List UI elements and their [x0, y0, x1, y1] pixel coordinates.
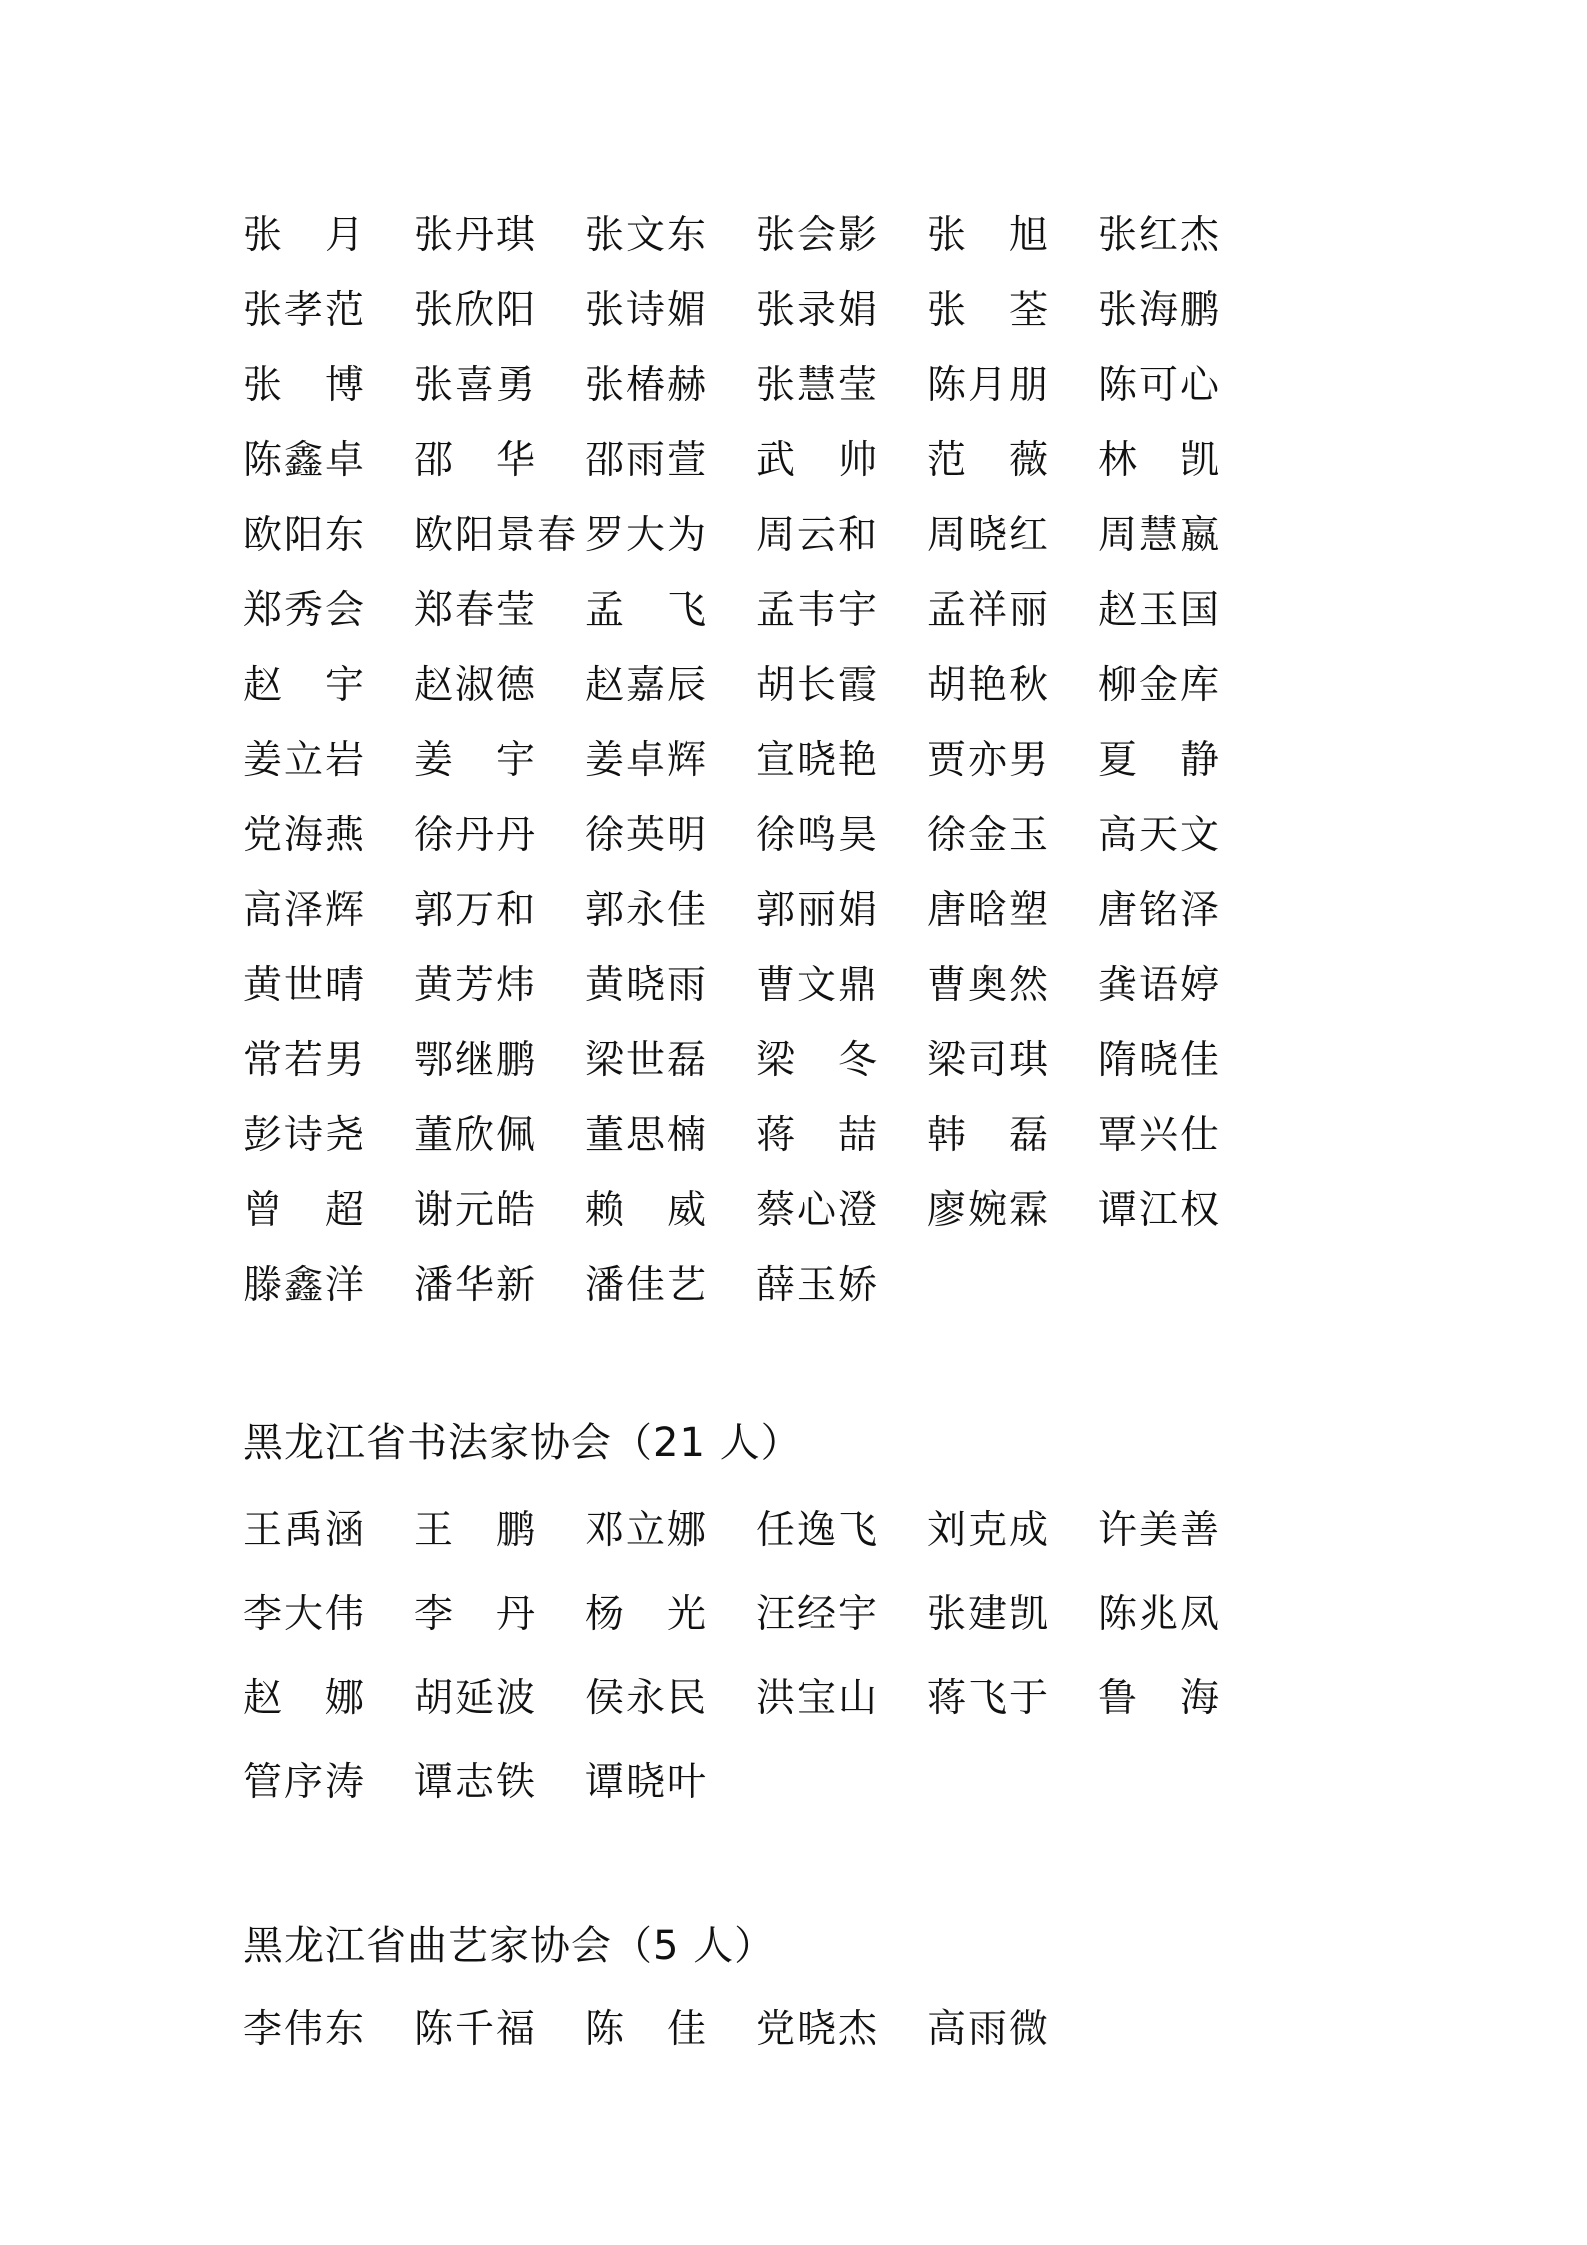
name-list-calligraphers-association: [243, 1488, 1293, 1824]
member-name: 张建凯: [927, 1591, 1051, 1637]
member-name: 管序涛: [243, 1759, 367, 1805]
member-name: 潘华新: [414, 1263, 538, 1308]
member-name: 孟韦宇: [756, 588, 880, 633]
name-row: [243, 1488, 1293, 1572]
member-name: 陈鑫卓: [243, 438, 367, 483]
member-name: 曾 超: [243, 1188, 367, 1233]
member-name: 蒋 喆: [756, 1113, 880, 1158]
member-name: 范 薇: [927, 438, 1051, 483]
member-name: 徐英明: [585, 813, 709, 858]
name-row: [243, 948, 1293, 1023]
member-name: 汪经宇: [756, 1591, 880, 1637]
member-name: 夏 静: [1098, 738, 1222, 783]
member-name: 鄂继鹏: [414, 1038, 538, 1083]
member-name: 姜卓辉: [585, 738, 709, 783]
member-name: 蒋飞于: [927, 1675, 1051, 1721]
member-name: 张录娟: [756, 288, 880, 333]
member-name: 高天文: [1098, 813, 1222, 858]
name-row: [243, 348, 1293, 423]
name-row: [243, 1572, 1293, 1656]
member-name: 梁世磊: [585, 1038, 709, 1083]
member-name: 谭志铁: [414, 1759, 538, 1805]
member-name: 董欣佩: [414, 1113, 538, 1158]
name-row: [243, 1740, 1293, 1824]
member-name: 潘佳艺: [585, 1263, 709, 1308]
member-name: 姜 宇: [414, 738, 538, 783]
member-name: 鲁 海: [1098, 1675, 1222, 1721]
member-name: 徐金玉: [927, 813, 1051, 858]
member-name: 谢元皓: [414, 1188, 538, 1233]
member-name: 隋晓佳: [1098, 1038, 1222, 1083]
section-title-calligraphers-association: 黑龙江省书法家协会（21 人）: [243, 1420, 802, 1466]
member-name: 李伟东: [243, 2007, 367, 2052]
member-name: 唐铭泽: [1098, 888, 1222, 933]
member-name: 欧阳景春: [414, 513, 579, 558]
member-name: 赖 威: [585, 1188, 709, 1233]
member-name: 梁 冬: [756, 1038, 880, 1083]
member-name: 徐丹丹: [414, 813, 538, 858]
member-name: 张红杰: [1098, 213, 1222, 258]
member-name: 周慧嬴: [1098, 513, 1222, 558]
member-name: 郭丽娟: [756, 888, 880, 933]
member-name: 滕鑫洋: [243, 1263, 367, 1308]
member-name: 党晓杰: [756, 2007, 880, 2052]
member-name: 李大伟: [243, 1591, 367, 1637]
member-name: 陈月朋: [927, 363, 1051, 408]
member-name: 高雨微: [927, 2007, 1051, 2052]
member-name: 胡延波: [414, 1675, 538, 1721]
member-name: 刘克成: [927, 1507, 1051, 1553]
member-name: 李 丹: [414, 1591, 538, 1637]
member-name: 王禹涵: [243, 1507, 367, 1553]
member-name: 唐晗塑: [927, 888, 1051, 933]
member-name: 胡长霞: [756, 663, 880, 708]
section-title-quyi-association: 黑龙江省曲艺家协会（5 人）: [243, 1923, 776, 1969]
member-name: 谭晓叶: [585, 1759, 709, 1805]
member-name: 曹奥然: [927, 963, 1051, 1008]
member-name: 谭江权: [1098, 1188, 1222, 1233]
member-name: 柳金库: [1098, 663, 1222, 708]
member-name: 赵嘉辰: [585, 663, 709, 708]
member-name: 邵雨萱: [585, 438, 709, 483]
member-name: 陈兆凤: [1098, 1591, 1222, 1637]
member-name: 张椿赫: [585, 363, 709, 408]
member-name: 陈可心: [1098, 363, 1222, 408]
member-name: 郑秀会: [243, 588, 367, 633]
member-name: 姜立岩: [243, 738, 367, 783]
member-name: 覃兴仕: [1098, 1113, 1222, 1158]
member-name: 张慧莹: [756, 363, 880, 408]
member-name: 杨 光: [585, 1591, 709, 1637]
member-name: 张丹琪: [414, 213, 538, 258]
member-name: 侯永民: [585, 1675, 709, 1721]
member-name: 郑春莹: [414, 588, 538, 633]
member-name: 党海燕: [243, 813, 367, 858]
member-name: 王 鹏: [414, 1507, 538, 1553]
name-list-quyi-association: [243, 1992, 1293, 2067]
member-name: 常若男: [243, 1038, 367, 1083]
member-name: 任逸飞: [756, 1507, 880, 1553]
name-row: [243, 723, 1293, 798]
name-row: [243, 273, 1293, 348]
member-name: 孟 飞: [585, 588, 709, 633]
member-name: 黄芳炜: [414, 963, 538, 1008]
member-name: 陈 佳: [585, 2007, 709, 2052]
member-name: 张欣阳: [414, 288, 538, 333]
member-name: 张文东: [585, 213, 709, 258]
member-name: 欧阳东: [243, 513, 367, 558]
member-name: 张喜勇: [414, 363, 538, 408]
member-name: 赵淑德: [414, 663, 538, 708]
member-name: 洪宝山: [756, 1675, 880, 1721]
member-name: 张孝范: [243, 288, 367, 333]
member-name: 张 博: [243, 363, 367, 408]
member-name: 张 荃: [927, 288, 1051, 333]
name-row: [243, 1248, 1293, 1323]
member-name: 邵 华: [414, 438, 538, 483]
member-name: 孟祥丽: [927, 588, 1051, 633]
member-name: 陈千福: [414, 2007, 538, 2052]
member-name: 张 旭: [927, 213, 1051, 258]
name-row: [243, 1173, 1293, 1248]
member-name: 薛玉娇: [756, 1263, 880, 1308]
name-row: [243, 648, 1293, 723]
member-name: 龚语婷: [1098, 963, 1222, 1008]
name-row: [243, 1023, 1293, 1098]
member-name: 蔡心澄: [756, 1188, 880, 1233]
member-name: 周云和: [756, 513, 880, 558]
member-name: 贾亦男: [927, 738, 1051, 783]
member-name: 黄晓雨: [585, 963, 709, 1008]
name-row: [243, 798, 1293, 873]
member-name: 赵 宇: [243, 663, 367, 708]
name-row: [243, 873, 1293, 948]
member-name: 曹文鼎: [756, 963, 880, 1008]
member-name: 许美善: [1098, 1507, 1222, 1553]
member-name: 张 月: [243, 213, 367, 258]
member-name: 董思楠: [585, 1113, 709, 1158]
member-name: 张会影: [756, 213, 880, 258]
member-name: 宣晓艳: [756, 738, 880, 783]
member-name: 廖婉霖: [927, 1188, 1051, 1233]
name-row: [243, 1656, 1293, 1740]
member-name: 周晓红: [927, 513, 1051, 558]
member-name: 罗大为: [585, 513, 709, 558]
name-row: [243, 1992, 1293, 2067]
member-name: 黄世晴: [243, 963, 367, 1008]
member-name: 林 凯: [1098, 438, 1222, 483]
member-name: 武 帅: [756, 438, 880, 483]
name-list-continued: [243, 198, 1293, 1323]
name-row: [243, 498, 1293, 573]
member-name: 赵玉国: [1098, 588, 1222, 633]
member-name: 张诗媚: [585, 288, 709, 333]
name-row: [243, 423, 1293, 498]
member-name: 徐鸣昊: [756, 813, 880, 858]
member-name: 韩 磊: [927, 1113, 1051, 1158]
member-name: 郭万和: [414, 888, 538, 933]
name-row: [243, 573, 1293, 648]
member-name: 彭诗尧: [243, 1113, 367, 1158]
member-name: 郭永佳: [585, 888, 709, 933]
member-name: 张海鹏: [1098, 288, 1222, 333]
member-name: 高泽辉: [243, 888, 367, 933]
member-name: 胡艳秋: [927, 663, 1051, 708]
member-name: 邓立娜: [585, 1507, 709, 1553]
member-name: 梁司琪: [927, 1038, 1051, 1083]
name-row: [243, 1098, 1293, 1173]
member-name: 赵 娜: [243, 1675, 367, 1721]
name-row: [243, 198, 1293, 273]
